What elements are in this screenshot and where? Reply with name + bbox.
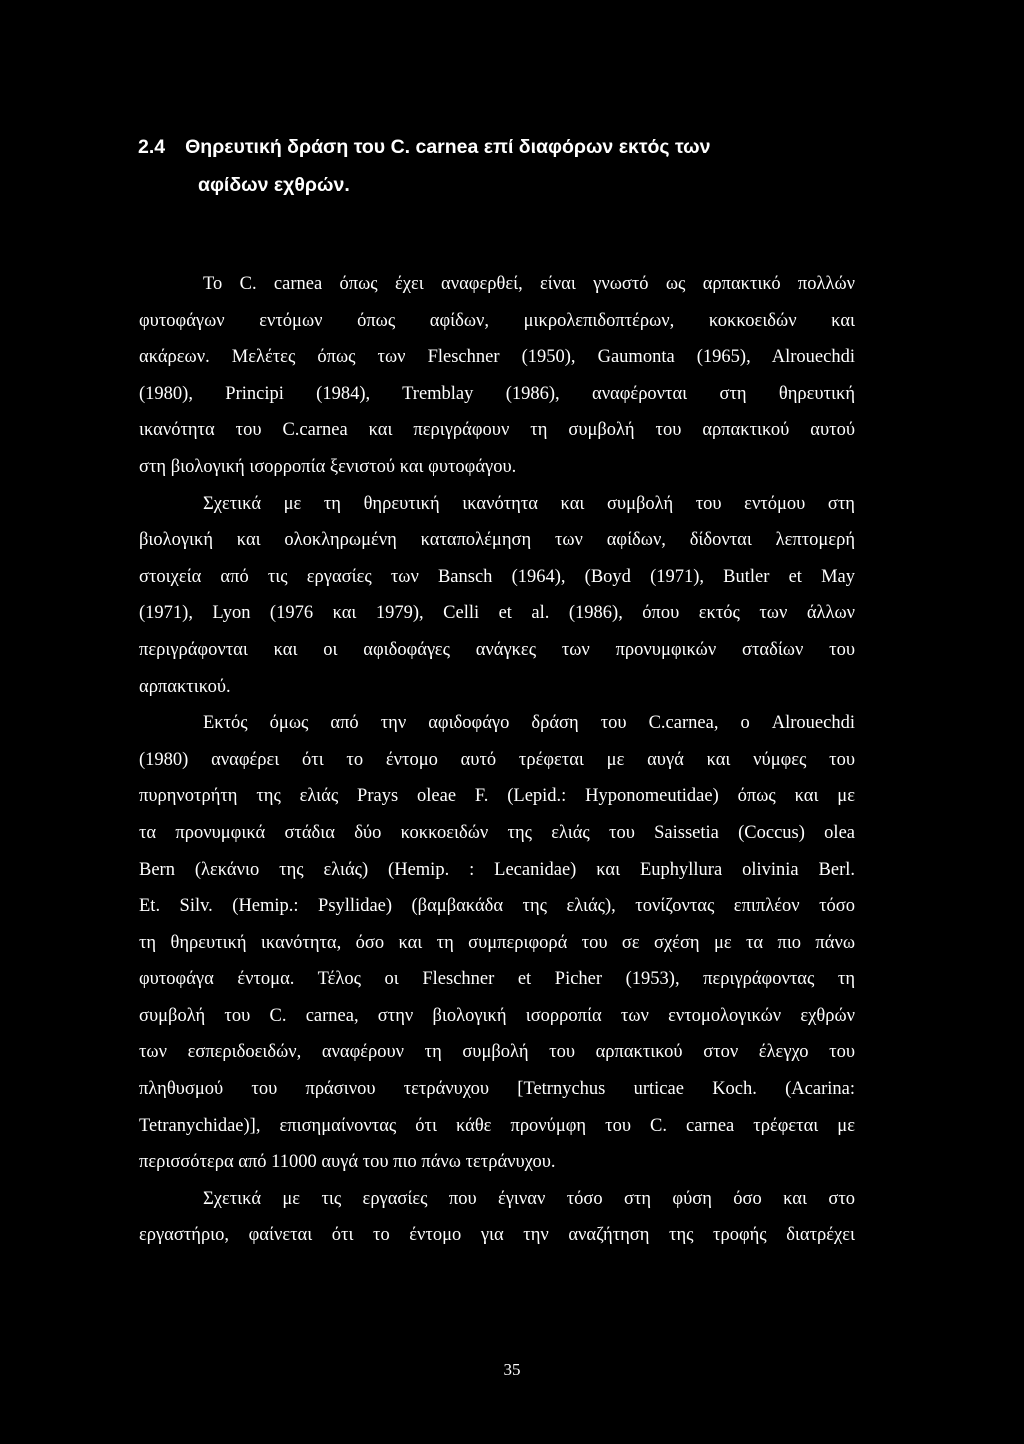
text-line: τα προνυμφικά στάδια δύο κοκκοειδών της ελιάς του Saissetia (Coccus) olea bbox=[139, 822, 855, 843]
text-line: Το C. carnea όπως έχει αναφερθεί, είναι γνωστό ως αρπακτικό πολλών bbox=[203, 274, 855, 294]
text-line: πυρηνοτρήτη της ελιάς Prays oleae F. (Lepid.: Hyponomeutidae) όπως και με bbox=[139, 786, 855, 807]
text-line: στοιχεία από τις εργασίες των Bansch (1964), (Boyd (1971), Butler et May bbox=[139, 566, 855, 587]
text-line: βιολογική και ολοκληρωμένη καταπολέμηση των αφίδων, δίδονται λεπτομερή bbox=[139, 530, 855, 551]
section-heading bbox=[138, 128, 858, 204]
page-number: 35 bbox=[503, 1360, 521, 1379]
text-line: Et. Silv. (Hemip.: Psyllidae) (βαμβακάδα της ελιάς), τονίζοντας επιπλέον τόσο bbox=[139, 896, 855, 917]
text-line: ακάρεων. Μελέτες όπως των Fleschner (1950), Gaumonta (1965), Alrouechdi bbox=[139, 347, 855, 368]
text-line: στη βιολογική ισορροπία ξενιστού και φυτοφάγου. bbox=[139, 456, 517, 477]
text-line: εργαστήριο, φαίνεται ότι το έντομο για την αναζήτηση της τροφής διατρέχει bbox=[139, 1225, 855, 1246]
text-line: (1971), Lyon (1976 και 1979), Celli et al. (1986), όπου εκτός των άλλων bbox=[139, 603, 855, 624]
text-line: Σχετικά με τη θηρευτική ικανότητα και συμβολή του εντόμου στη bbox=[203, 493, 855, 514]
heading-line-1 bbox=[138, 128, 858, 166]
text-line: φυτοφάγα έντομα. Τέλος οι Fleschner et Picher (1953), περιγράφοντας τη bbox=[139, 969, 855, 990]
text-line: τη θηρευτική ικανότητα, όσο και τη συμπεριφορά του σε σχέση με τα πιο πάνω bbox=[139, 932, 855, 953]
text-line: Tetranychidae)], επισημαίνοντας ότι κάθε προνύμφη του C. carnea τρέφεται με bbox=[139, 1115, 855, 1136]
text-line: ικανότητα του C.carnea και περιγράφουν τη συμβολή του αρπακτικού αυτού bbox=[139, 420, 855, 441]
text-line: Εκτός όμως από την αφιδοφάγο δράση του C.carnea, ο Alrouechdi bbox=[203, 713, 855, 734]
text-line: Bern (λεκάνιο της ελιάς) (Hemip. : Lecanidae) και Euphyllura olivinia Berl. bbox=[139, 859, 855, 880]
text-line: συμβολή του C. carnea, στην βιολογική ισορροπία των εντομολογικών εχθρών bbox=[139, 1005, 855, 1026]
text-line: πληθυσμού του πράσινου τετράνυχου [Tetrnychus urticae Koch. (Acarina: bbox=[139, 1079, 855, 1100]
heading-title-part-1: Θηρευτική δράση του C. carnea επί διαφόρων εκτός των bbox=[185, 136, 711, 158]
body-text bbox=[139, 266, 855, 1254]
text-line: αρπακτικού. bbox=[139, 676, 231, 697]
section-number: 2.4 bbox=[138, 136, 166, 158]
text-line: Σχετικά με τις εργασίες που έγιναν τόσο στη φύση όσο και στο bbox=[203, 1188, 855, 1209]
text-line: περιγράφονται και οι αφιδοφάγες ανάγκες των προνυμφικών σταδίων του bbox=[139, 639, 855, 660]
text-line: των εσπεριδοειδών, αναφέρουν τη συμβολή του αρπακτικού στον έλεγχο του bbox=[139, 1042, 855, 1063]
text-line: (1980), Principi (1984), Tremblay (1986), αναφέρονται στη θηρευτική bbox=[139, 383, 855, 404]
text-line: φυτοφάγων εντόμων όπως αφίδων, μικρολεπιδοπτέρων, κοκκοειδών και bbox=[139, 310, 855, 331]
text-line: περισσότερα από 11000 αυγά του πιο πάνω τετράνυχου. bbox=[139, 1152, 556, 1173]
heading-title-part-2: αφίδων εχθρών. bbox=[198, 174, 350, 196]
text-line: (1980) αναφέρει ότι το έντομο αυτό τρέφεται με αυγά και νύμφες του bbox=[139, 749, 855, 770]
